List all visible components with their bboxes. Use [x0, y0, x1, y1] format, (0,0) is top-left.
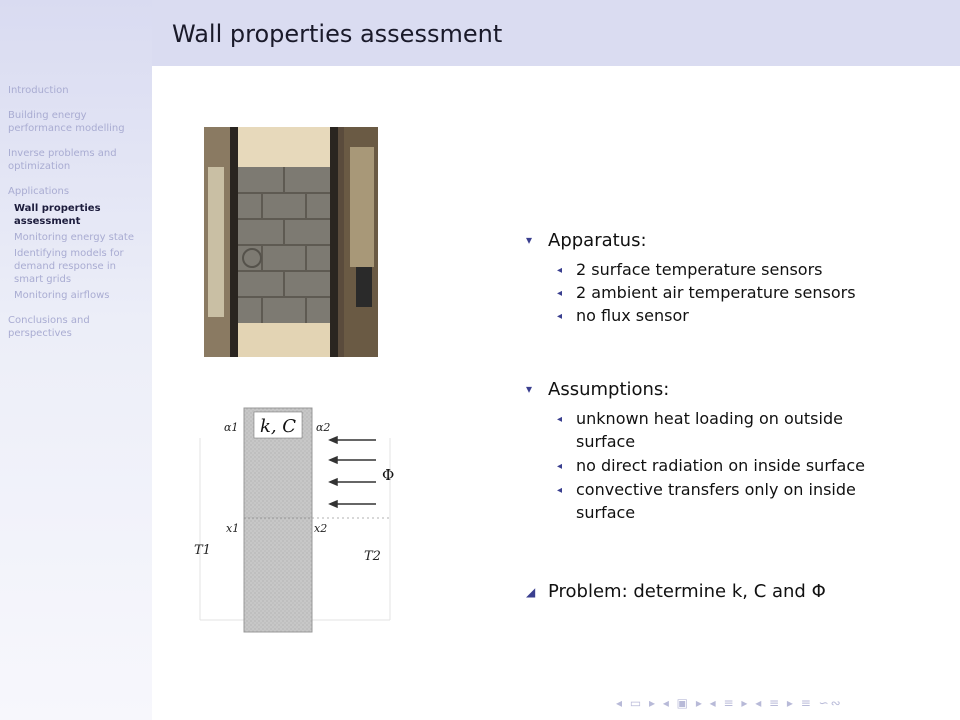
- t2-label: T2: [364, 549, 381, 564]
- bullet-icon: ▾: [526, 382, 533, 396]
- alpha2-label: α2: [316, 421, 331, 434]
- t1-label: T1: [194, 543, 211, 558]
- bullet-icon: ◢: [526, 585, 536, 599]
- beamer-navigation-icons[interactable]: ◂ ▭ ▸ ◂ ▣ ▸ ◂ ≡ ▸ ◂ ≡ ▸ ≡ ∽∾: [616, 696, 843, 710]
- apparatus-item: ◂ 2 ambient air temperature sensors: [576, 282, 856, 304]
- assumption-item: ◂ unknown heat loading on outside: [576, 408, 843, 430]
- navigation-sidebar: [0, 0, 152, 720]
- sub-bullet-icon: ◂: [557, 311, 563, 322]
- sub-bullet-icon: ◂: [557, 485, 563, 496]
- nav-sub-monitoring-energy[interactable]: Monitoring energy state: [14, 232, 135, 243]
- nav-sub-airflows[interactable]: Monitoring airflows: [14, 290, 110, 301]
- assumptions-heading: Assumptions:: [548, 379, 670, 400]
- bullet-icon: ▾: [526, 233, 533, 247]
- nav-section-applications[interactable]: Applications: [8, 186, 70, 197]
- assumption-item-continuation: surface: [576, 432, 636, 451]
- sub-bullet-icon: ◂: [557, 288, 563, 299]
- x1-label: x1: [226, 522, 240, 535]
- apparatus-heading: Apparatus:: [548, 230, 647, 251]
- alpha1-label: α1: [224, 421, 239, 434]
- nav-outline: [8, 84, 148, 352]
- sub-bullet-icon: ◂: [557, 265, 563, 276]
- nav-section-modelling[interactable]: Building energy performance modelling: [8, 110, 125, 134]
- apparatus-item: ◂ 2 surface temperature sensors: [576, 259, 823, 281]
- apparatus-item: ◂ no flux sensor: [576, 305, 689, 327]
- wall-properties-label: k, C: [259, 416, 297, 437]
- nav-section-inverse-problems[interactable]: Inverse problems and optimization: [8, 148, 117, 172]
- wall-apparatus-photo: [204, 127, 378, 357]
- phi-label: Φ: [382, 466, 395, 484]
- wall-schematic: [190, 400, 410, 644]
- problem-statement: Problem: determine k, C and Φ: [548, 581, 826, 602]
- sub-bullet-icon: ◂: [557, 414, 563, 425]
- wall-diagram: [190, 400, 410, 640]
- nav-sub-demand-response[interactable]: Identifying models for demand response in smart grids: [14, 248, 124, 285]
- slide-title: Wall properties assessment: [172, 20, 503, 48]
- sub-bullet-icon: ◂: [557, 461, 563, 472]
- x2-label: x2: [314, 522, 328, 535]
- nav-subsections: [8, 202, 148, 302]
- assumption-item-continuation: surface: [576, 503, 636, 522]
- nav-section-conclusions[interactable]: Conclusions and perspectives: [8, 315, 90, 339]
- nav-sub-wall-properties[interactable]: Wall properties assessment: [14, 203, 101, 227]
- wall-photo-illustration: [204, 127, 378, 357]
- assumption-item: ◂ convective transfers only on inside: [576, 479, 856, 501]
- nav-section-introduction[interactable]: Introduction: [8, 85, 69, 96]
- assumption-item: ◂ no direct radiation on inside surface: [576, 455, 865, 477]
- slide-header: [152, 0, 960, 66]
